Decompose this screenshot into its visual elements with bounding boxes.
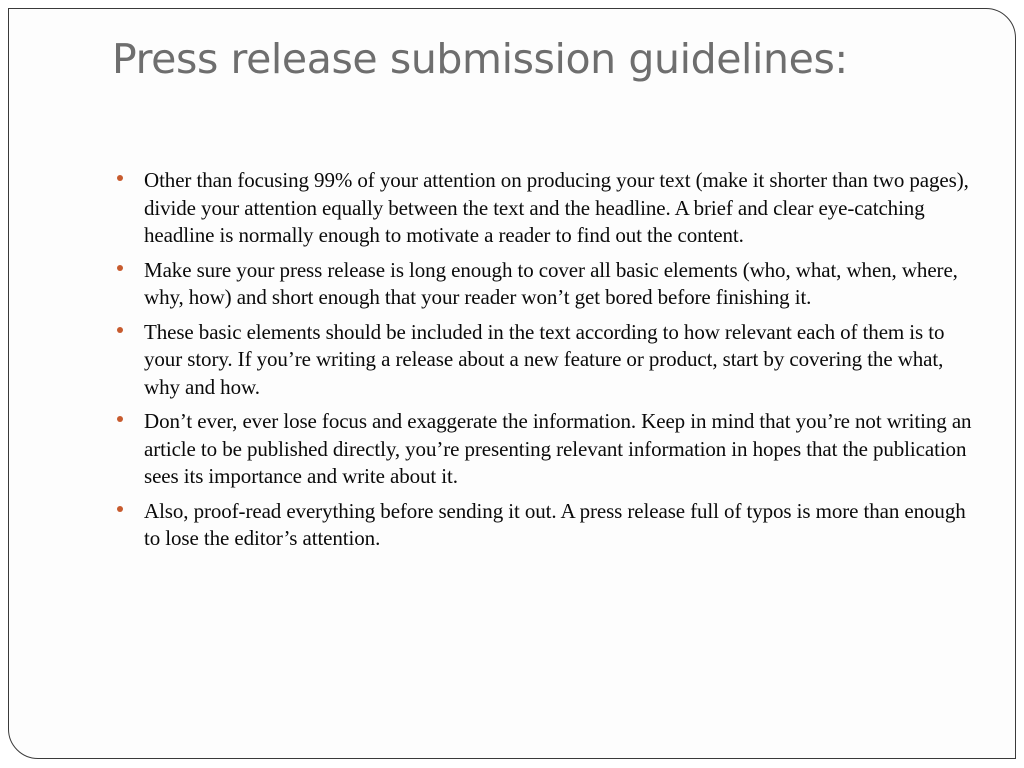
bullet-item — [117, 319, 977, 402]
bullet-text: Also, proof-read everything before sending it out. A press release full of typos is more than enough to lose the editor’s attention. — [144, 498, 966, 550]
bullet-dot-icon — [117, 506, 123, 512]
bullet-list — [117, 167, 977, 560]
bullet-dot-icon — [117, 175, 123, 181]
bullet-dot-icon — [117, 416, 123, 422]
bullet-item — [117, 498, 977, 553]
bullet-text: Don’t ever, ever lose focus and exaggerate the information. Keep in mind that you’re not writing an article to be published directly, you’re presenting relevant information in hopes that the publication sees its importance and write about it. — [144, 409, 972, 488]
bullet-item — [117, 167, 977, 250]
bullet-item — [117, 408, 977, 491]
bullet-text: Make sure your press release is long enough to cover all basic elements (who, what, when, where, why, how) and short enough that your reader won’t get bored before finishing it. — [144, 257, 958, 309]
bullet-dot-icon — [117, 265, 123, 271]
bullet-text: These basic elements should be included in the text according to how relevant each of them is to your story. If you’re writing a release about a new feature or product, start by covering the what, why and how. — [144, 319, 945, 399]
bullet-item — [117, 257, 977, 312]
slide-title: Press release submission guidelines: — [112, 35, 848, 83]
bullet-text: Other than focusing 99% of your attention on producing your text (make it shorter than two pages), divide your attention equally between the text and the headline. A brief and clear eye-catching headline is normally enough to motivate a reader to find out the content. — [144, 168, 969, 247]
bullet-dot-icon — [117, 327, 123, 333]
